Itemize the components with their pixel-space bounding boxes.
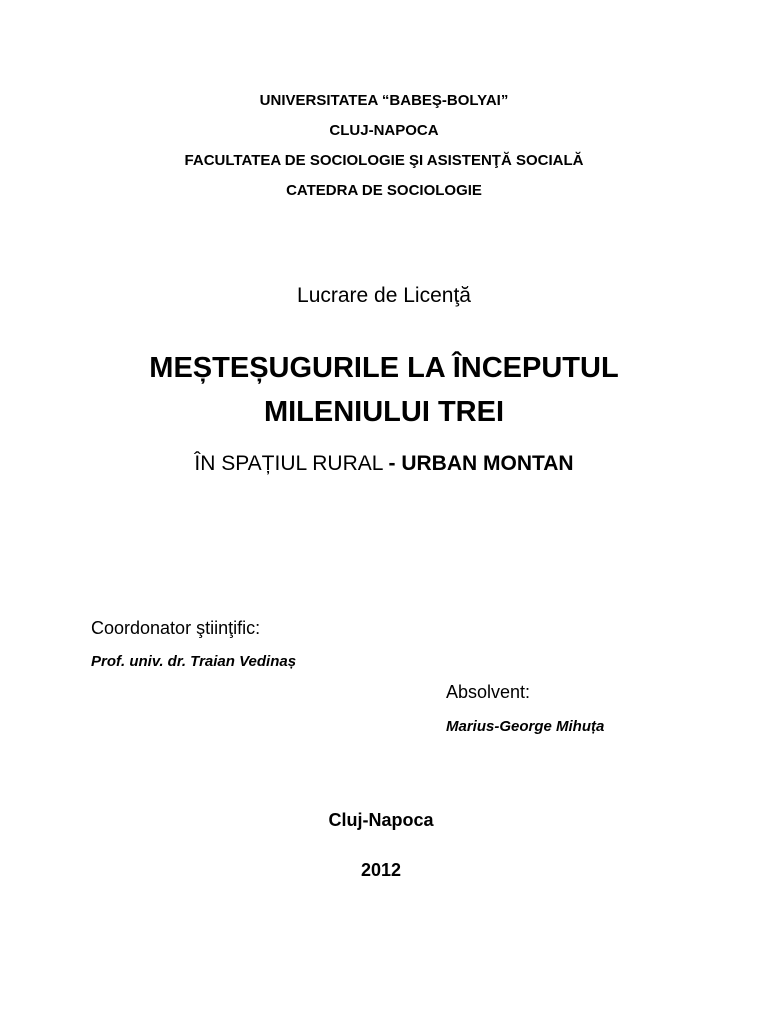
thesis-subtitle-part-2: - URBAN MONTAN bbox=[388, 452, 574, 475]
university-city: CLUJ-NAPOCA bbox=[329, 122, 439, 139]
graduate-name: Marius-George Mihuța bbox=[446, 718, 605, 735]
thesis-subtitle bbox=[0, 452, 768, 476]
thesis-title-line-1: MEȘTEȘUGURILE LA ÎNCEPUTUL bbox=[149, 352, 619, 384]
department-name: CATEDRA DE SOCIOLOGIE bbox=[286, 182, 482, 199]
faculty-name: FACULTATEA DE SOCIOLOGIE ŞI ASISTENŢĂ SOCIALĂ bbox=[184, 152, 584, 169]
footer-city: Cluj-Napoca bbox=[328, 810, 434, 830]
coordinator-label: Coordonator ştiinţific: bbox=[91, 618, 261, 638]
university-name: UNIVERSITATEA “BABEŞ-BOLYAI” bbox=[259, 92, 509, 109]
thesis-type: Lucrare de Licenţă bbox=[297, 284, 471, 307]
thesis-subtitle-part-1: ÎN SPAȚIUL RURAL bbox=[194, 452, 389, 475]
footer-year: 2012 bbox=[360, 860, 402, 880]
thesis-title-line-2: MILENIULUI TREI bbox=[263, 396, 505, 428]
coordinator-name: Prof. univ. dr. Traian Vedinaș bbox=[91, 653, 297, 670]
graduate-label: Absolvent: bbox=[446, 682, 531, 702]
